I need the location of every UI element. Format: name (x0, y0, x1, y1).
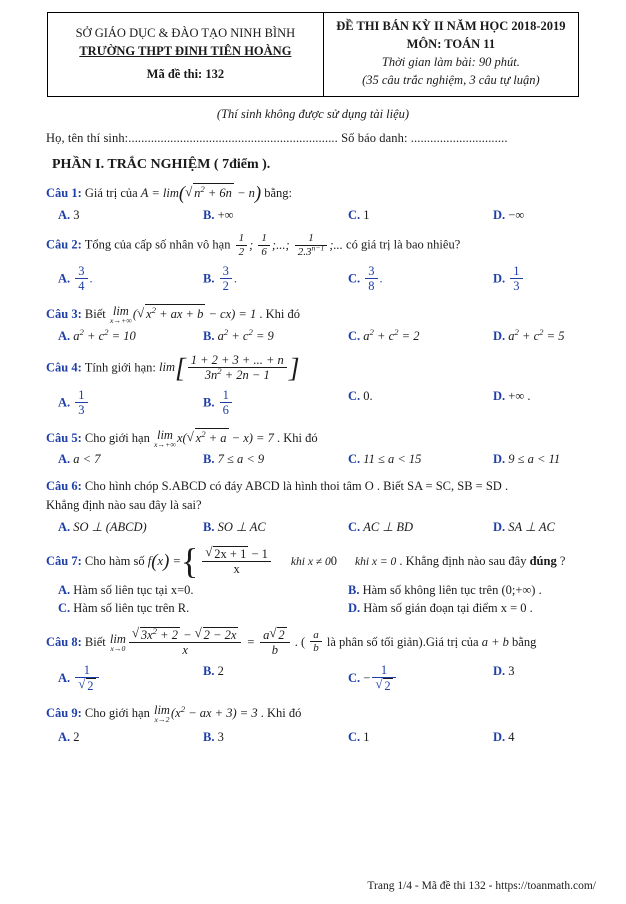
answer-key: B. (203, 519, 215, 534)
answer-key: D. (493, 328, 506, 343)
answer-key: A. (58, 729, 71, 744)
question-3-math: lim x→+∞ ( √ $x^2$ + ax + b − cx) = 1 (109, 307, 260, 321)
answer-key: B. (203, 663, 215, 678)
answer-8-A[interactable]: A. 1 √ 2 (46, 664, 191, 694)
answer-key: D. (493, 271, 506, 286)
header-left-cell (48, 13, 324, 97)
answer-4-C[interactable] (336, 389, 481, 418)
question-4-label: Câu 4: (46, 360, 82, 374)
question-1-math: A = lim( √ $n^2 + 6n - n$) (141, 186, 264, 200)
answer-5-D[interactable] (481, 452, 626, 467)
exam-code: Mã đề thi: 132 (146, 66, 225, 81)
candidate-id-line: Họ, tên thí sinh:................................................................. Số báo danh: .............................. (46, 130, 508, 145)
answer-key: C. (348, 452, 361, 467)
answer-4-D[interactable] (481, 389, 626, 418)
answer-9-D[interactable] (481, 730, 626, 745)
answer-key: C. (348, 519, 361, 534)
answer-text: +∞ . (508, 388, 531, 403)
answer-3-B[interactable] (191, 326, 336, 344)
answer-text: Hàm số không liên tục trên (0;+∞) . (362, 582, 542, 597)
answer-text: $a^2 + c^2 = 10$ (73, 326, 136, 343)
question-8-prefix: Biết (84, 634, 106, 649)
question-5-suffix: . Khi đó (277, 430, 318, 445)
answer-9-A[interactable] (46, 730, 191, 745)
question-2-answers (46, 265, 626, 294)
question-3-prefix: Biết (84, 306, 106, 321)
question-3 (46, 304, 626, 325)
question-4 (46, 351, 626, 383)
question-5-text (84, 428, 318, 449)
exam-title: ĐỀ THI BÁN KỲ II NĂM HỌC 2018-2019 (336, 19, 566, 33)
question-8-label: Câu 8: (46, 634, 82, 649)
answer-key: B. (203, 452, 215, 467)
question-8 (46, 625, 626, 658)
answer-1-C[interactable] (336, 208, 481, 223)
answer-8-D[interactable] (481, 664, 626, 694)
exam-duration: Thời gian làm bài: 90 phút. (381, 55, 520, 70)
answer-2-A[interactable]: A. $\frac{3}{4}$ . (58, 263, 93, 293)
answer-4-A[interactable]: A. $\frac{1}{3}$ (46, 389, 191, 418)
question-4-text (84, 351, 300, 383)
question-6 (46, 477, 626, 496)
answer-2-C[interactable]: C. $\frac{3}{8}$ . (348, 263, 383, 293)
school-name: TRƯỜNG THPT ĐINH TIÊN HOÀNG (79, 43, 292, 58)
answer-text: $a^2 + c^2 = 2$ (363, 326, 420, 343)
school-department: SỞ GIÁO DỤC & ĐÀO TẠO NINH BÌNH (75, 25, 296, 40)
question-6-answers (46, 519, 626, 535)
exam-notice: (Thí sinh không được sử dụng tài liệu) (216, 106, 410, 121)
answer-text: 0. (363, 388, 373, 403)
question-7-label: Câu 7: (46, 553, 82, 568)
answer-key: D. (493, 452, 506, 467)
exam-structure: (35 câu trắc nghiệm, 3 câu tự luận) (362, 73, 540, 88)
answer-text: 1 (363, 729, 370, 744)
exam-page (0, 12, 626, 904)
answer-key: C. (348, 670, 361, 685)
answer-3-A[interactable] (46, 326, 191, 344)
answer-text: $a^2 + c^2 = 5$ (508, 326, 565, 343)
answer-text: Hàm số liên tục tại x=0. (73, 582, 194, 597)
question-5 (46, 428, 626, 449)
answer-3-D[interactable] (481, 326, 626, 344)
question-1-text (84, 183, 293, 204)
answer-key: D. (493, 208, 506, 223)
answer-key: A. (58, 328, 71, 343)
answer-text: 2 (217, 663, 224, 678)
answer-1-D[interactable] (481, 208, 626, 223)
answer-7-B[interactable] (336, 583, 626, 598)
question-5-label: Câu 5: (46, 430, 82, 445)
answer-6-D[interactable] (481, 519, 626, 535)
answer-text: 3 (217, 729, 224, 744)
answer-key: C. (348, 729, 361, 744)
answer-text: 11 ≤ a < 15 (363, 452, 422, 467)
answer-key: C. (348, 388, 361, 403)
question-5-prefix: Cho giới hạn (84, 430, 150, 445)
answer-7-A[interactable] (46, 583, 336, 598)
answer-key: A. (58, 271, 71, 286)
page-footer: Trang 1/4 - Mã đề thi 132 - https://toanmath.com/ (367, 880, 596, 892)
answer-text: $a^2 + c^2 = 9$ (217, 326, 274, 343)
answer-key: B. (348, 582, 360, 597)
answer-1-A[interactable] (46, 208, 191, 223)
question-4-answers (46, 389, 626, 418)
answer-text: AC ⊥ BD (363, 519, 414, 534)
question-2-suffix: có giá trị là bao nhiêu? (346, 237, 461, 252)
question-2-math: $\frac{1}{2}$ ; $\frac{1}{6}$ ;...; $\frac{1}{2.3^{n-1}}$ ;... (234, 238, 346, 252)
question-7-prefix: Cho hàm số (84, 553, 145, 568)
answer-9-B[interactable] (191, 730, 336, 745)
question-7-suffix: . Khẳng định nào sau đây đúng ? (399, 553, 566, 568)
question-9-suffix: . Khi đó (260, 705, 302, 720)
answer-text: 4 (508, 729, 515, 744)
section-title: PHẦN I. TRẮC NGHIỆM ( 7điểm ). (52, 156, 271, 172)
question-3-suffix: . Khi đó (259, 306, 300, 321)
answer-key: D. (493, 729, 506, 744)
answer-8-B[interactable] (191, 664, 336, 694)
question-9-math: lim x→2 ($x^2$ − ax + 3) = 3 (153, 703, 261, 724)
question-7-answers (46, 583, 626, 616)
answer-text: 3 (73, 208, 80, 223)
answer-text: Hàm số gián đoạn tại điểm x = 0 . (363, 600, 533, 615)
answer-key: D. (493, 388, 506, 403)
answer-key: B. (203, 271, 215, 286)
answer-7-C[interactable] (46, 601, 336, 616)
answer-text: 9 ≤ a < 11 (508, 452, 561, 467)
answer-key: B. (203, 729, 215, 744)
answer-key: B. (203, 208, 215, 223)
question-6-line2: Khẳng định nào sau đây là sai? (46, 498, 202, 513)
answer-key: A. (58, 582, 71, 597)
answer-text: 2 (73, 729, 80, 744)
question-5-math: lim x→+∞ x( √ $x^2 + a - x) = 7$ (153, 431, 277, 445)
question-6-label: Câu 6: (46, 479, 82, 494)
answer-5-A[interactable] (46, 452, 191, 467)
question-4-prefix: Tính giới hạn: (84, 360, 156, 374)
answer-8-C[interactable]: C. − 1 √ 2 (336, 664, 481, 694)
answer-2-D[interactable]: D. $\frac{1}{3}$ (481, 265, 626, 294)
answer-text: −∞ (508, 208, 525, 223)
answer-key: C. (348, 328, 361, 343)
question-1-prefix: Giá trị của (84, 185, 138, 200)
answer-key: C. (348, 271, 361, 286)
question-6-line1: Cho hình chóp S.ABCD có đáy ABCD là hình thoi tâm O . Biết SA = SC, SB = SD . (84, 479, 509, 494)
answer-key: B. (203, 395, 215, 409)
answer-text: 1 (363, 208, 370, 223)
answer-key: A. (58, 452, 71, 467)
answer-6-B[interactable] (191, 519, 336, 535)
question-9-label: Câu 9: (46, 705, 82, 720)
answer-5-C[interactable] (336, 452, 481, 467)
question-1-answers (46, 208, 626, 223)
answer-key: A. (58, 395, 71, 409)
exam-header (47, 12, 579, 97)
header-right-cell (323, 13, 578, 97)
question-9-answers (46, 730, 626, 745)
question-1 (46, 183, 626, 203)
question-3-answers (46, 326, 626, 344)
answer-text: 3 (508, 663, 515, 678)
question-8-text (84, 625, 537, 657)
answer-4-B[interactable]: B. $\frac{1}{6}$ (191, 389, 336, 418)
question-9 (46, 704, 626, 724)
question-2-prefix: Tổng của cấp số nhân vô hạn (84, 237, 231, 252)
answer-text: SO ⊥ (ABCD) (73, 519, 147, 534)
question-2 (46, 233, 626, 259)
answer-2-B[interactable]: B. $\frac{3}{2}$ . (203, 263, 237, 293)
answer-key: D. (493, 663, 506, 678)
answer-key: D. (493, 519, 506, 534)
question-8-suffix: . ( $\frac{a}{b}$ là phân số tối giản).Giá trị của a + b bằng (294, 629, 537, 655)
answer-9-C[interactable] (336, 730, 481, 745)
answer-1-B[interactable] (191, 208, 336, 223)
question-1-label: Câu 1: (46, 185, 82, 200)
question-3-text (84, 304, 300, 325)
exam-subject: MÔN: TOÁN 11 (406, 37, 496, 52)
question-1-suffix: bằng: (264, 185, 293, 200)
answer-text: Hàm số liên tục trên R. (73, 600, 190, 615)
answer-6-C[interactable] (336, 519, 481, 535)
question-9-text (84, 703, 302, 724)
question-7-piecewise: { √ $\frac{2x + 1 - 1}{x}$ khi x ≠ 00 khi x = 0 (181, 547, 396, 577)
answer-key: D. (348, 600, 361, 615)
answer-7-D[interactable] (336, 601, 626, 616)
question-7 (46, 541, 626, 582)
answer-key: C. (348, 208, 361, 223)
question-8-answers (46, 664, 626, 694)
question-8-math: lim x→0 √ $\frac{3x^2 + 2 - √ 2 - 2x}{x}$ = $\frac{a √ 2}{b}$ (109, 635, 295, 649)
question-6-line2-wrap (46, 496, 626, 515)
question-2-text (84, 232, 461, 258)
answer-text: a < 7 (73, 452, 101, 467)
answer-key: A. (58, 208, 71, 223)
answer-5-B[interactable] (191, 452, 336, 467)
answer-text: 7 ≤ a < 9 (217, 452, 265, 467)
question-5-answers (46, 452, 626, 467)
question-3-label: Câu 3: (46, 306, 82, 321)
question-4-math: lim[ $\frac{1 + 2 + 3 + ... + n}{3n^2 + 2n - 1}$ ] (159, 351, 300, 383)
answer-text: +∞ (217, 208, 234, 223)
answer-6-A[interactable] (46, 519, 191, 535)
question-9-prefix: Cho giới hạn (84, 705, 150, 720)
answer-3-C[interactable] (336, 326, 481, 344)
question-7-text (84, 541, 566, 582)
answer-text: SO ⊥ AC (217, 519, 266, 534)
answer-key: C. (58, 600, 71, 615)
answer-key: A. (58, 670, 71, 685)
answer-text: SA ⊥ AC (508, 519, 555, 534)
question-2-label: Câu 2: (46, 237, 82, 252)
question-7-fx: f(x) = (147, 551, 181, 573)
answer-key: B. (203, 328, 215, 343)
answer-key: A. (58, 519, 71, 534)
